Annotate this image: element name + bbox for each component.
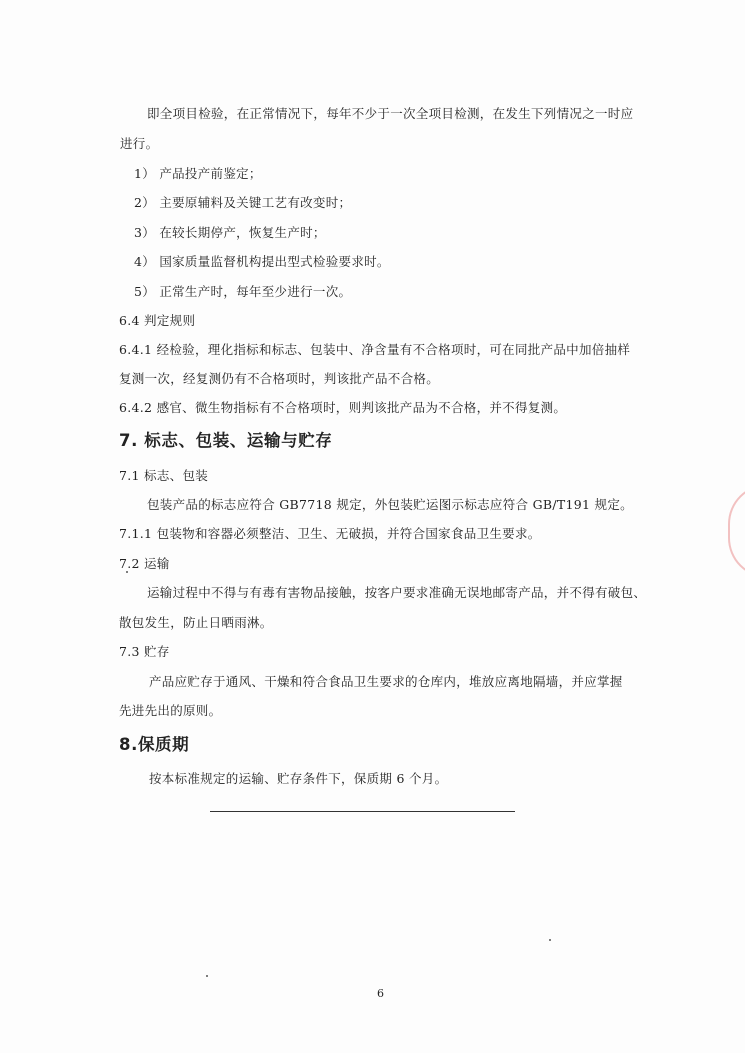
red-seal-stamp [728,484,745,578]
paragraph-line: 7.1.1 包装物和容器必须整洁、卫生、无破损，并符合国家食品卫生要求。 [119,526,541,541]
end-rule [210,811,515,812]
subsection-title: 7.2 运输 [119,556,170,571]
list-item: 4） 国家质量监督机构提出型式检验要求时。 [134,254,390,269]
scan-speck [126,571,128,573]
paragraph-line: 散包发生，防止日晒雨淋。 [119,615,273,630]
paragraph-line: 按本标准规定的运输、贮存条件下，保质期 6 个月。 [149,771,448,786]
subsection-title: 7.3 贮存 [119,644,170,659]
paragraph-line: 6.4.2 感官、微生物指标有不合格项时，则判该批产品为不合格，并不得复测。 [119,400,567,415]
list-item: 3） 在较长期停产，恢复生产时； [134,225,326,240]
subsection-title: 7.1 标志、包装 [119,468,209,483]
paragraph-line: 6.4.1 经检验，理化指标和标志、包装中、净含量有不合格项时，可在同批产品中加倍抽样 [119,342,631,357]
paragraph-line: 包装产品的标志应符合 GB7718 规定，外包装贮运图示标志应符合 GB/T191 规定。 [147,497,633,512]
list-item: 1） 产品投产前鉴定； [134,166,262,181]
paragraph-line: 先进先出的原则。 [119,703,222,718]
section-7-heading: 7. 标志、包装、运输与贮存 [119,431,333,450]
scan-speck [549,939,551,941]
page-number: 6 [377,987,384,1000]
list-item: 2） 主要原辅料及关键工艺有改变时； [134,195,352,210]
paragraph-line: 复测一次，经复测仍有不合格项时，判该批产品不合格。 [119,371,440,386]
section-8-heading: 8.保质期 [119,735,190,754]
list-item: 5） 正常生产时，每年至少进行一次。 [134,284,352,299]
subsection-title: 6.4 判定规则 [119,313,196,328]
paragraph-line: 即全项目检验，在正常情况下，每年不少于一次全项目检测，在发生下列情况之一时应 [147,106,634,121]
paragraph-line: 产品应贮存于通风、干燥和符合食品卫生要求的仓库内，堆放应离地隔墙，并应掌握 [149,674,623,689]
paragraph-line: 运输过程中不得与有毒有害物品接触，按客户要求准确无误地邮寄产品，并不得有破包、 [147,585,647,600]
paragraph-line: 进行。 [120,136,159,151]
scan-speck [206,975,208,977]
